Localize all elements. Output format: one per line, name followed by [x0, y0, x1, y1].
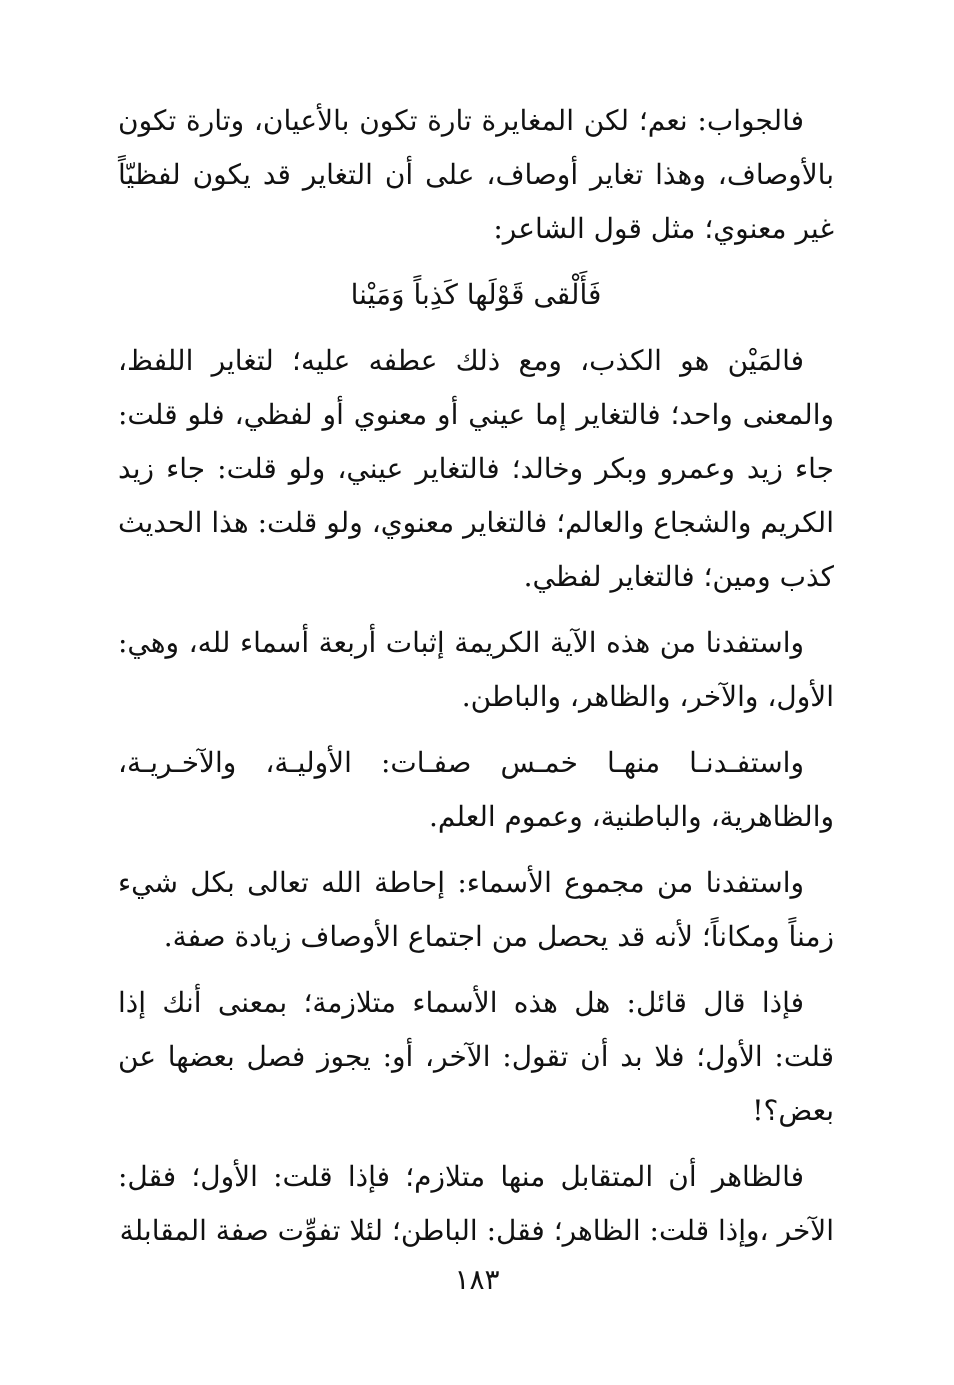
paragraph-five-attributes: واستفـدنـا منهـا خمـس صفـات: الأوليـة، والآخـريـة، والظاهرية، والباطنية، وعموم العلم. — [118, 746, 834, 833]
poem-verse: فَأَلْقى قَوْلَها كَذِباً وَمَيْنا — [350, 278, 602, 311]
paragraph-question: فإذا قال قائل: هل هذه الأسماء متلازمة؛ بمعنى أنك إذا قلت: الأول؛ فلا بد أن تقول: الآخر، أو: يجوز فصل بعضها عن بعض؟! — [118, 986, 834, 1127]
paragraph-answer: فالجواب: نعم؛ لكن المغايرة تارة تكون بالأعيان، وتارة تكون بالأوصاف، وهذا تغاير أوصاف، على أن التغاير قد يكون لفظيّاً غير معنوي؛ مثل قول الشاعر: — [118, 104, 834, 245]
paragraph-mayn-explanation: فالمَيْن هو الكذب، ومع ذلك عطفه عليه؛ لتغاير اللفظ، والمعنى واحد؛ فالتغاير إما عيني أو معنوي أو لفظي، فلو قلت: جاء زيد وعمرو وبكر وخالد؛ فالتغاير عيني، ولو قلت: جاء زيد الكريم والشجاع والعالم؛ فالتغاير معنوي، ولو قلت: هذا الحديث كذب ومين؛ فالتغاير لفظي. — [118, 344, 834, 593]
paragraph-encompassing: واستفدنا من مجموع الأسماء: إحاطة الله تعالى بكل شيء زمناً ومكاناً؛ لأنه قد يحصل من اجتماع الأوصاف زيادة صفة. — [118, 866, 834, 953]
paragraph-four-names: واستفدنا من هذه الآية الكريمة إثبات أربعة أسماء لله، وهي: الأول، والآخر، والظاهر، والباطن. — [118, 626, 834, 713]
page-number: ١٨٣ — [454, 1263, 500, 1296]
page-body-text — [118, 94, 834, 1270]
paragraph-answer-correlation: فالظاهر أن المتقابل منها متلازم؛ فإذا قلت: الأول؛ فقل: الآخر ،وإذا قلت: الظاهر؛ فقل: الباطن؛ لئلا تفوِّت صفة المقابلة — [118, 1160, 834, 1247]
